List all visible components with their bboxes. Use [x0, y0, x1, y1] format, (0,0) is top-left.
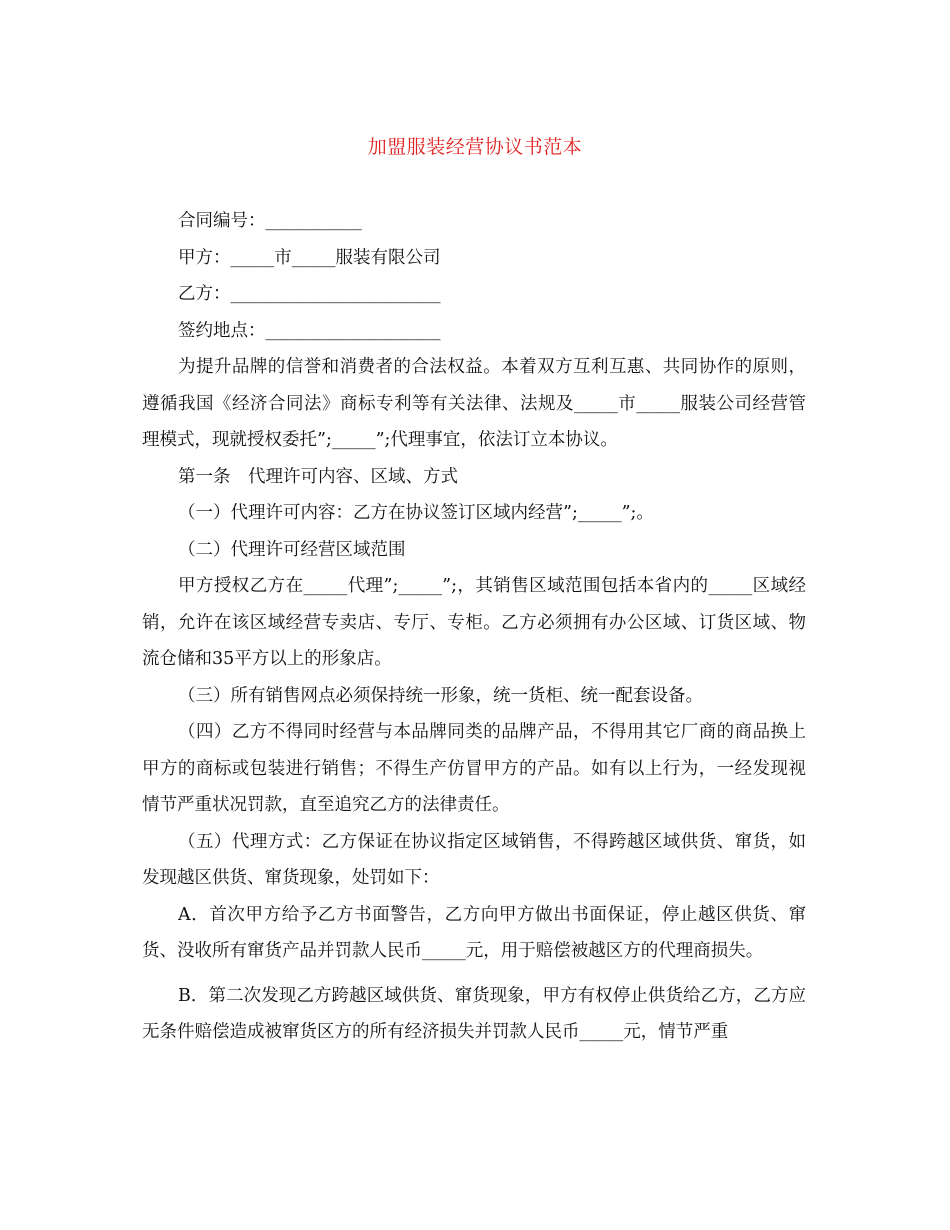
clause-3-paragraph: （三）所有销售网点必须保持统一形象，统一货柜、统一配套设备。: [178, 685, 703, 706]
document-title: 加盟服装经营协议书范本: [367, 136, 583, 158]
clause-2-paragraph: 甲方授权乙方在_____代理”;_____”;，其销售区域范围包括本省内的_____区域经销，允许在该区域经营专卖店、专厅、专柜。乙方必须拥有办公区域、订货区域、物流仓储和35平方以上的形象店。: [142, 576, 806, 669]
document-body: [142, 203, 806, 1051]
contract-number-line: 合同编号：___________: [178, 211, 362, 231]
clause-2-heading: （二）代理许可经营区域范围: [178, 539, 406, 560]
party-b-line: 乙方：________________________: [178, 284, 441, 304]
preamble-paragraph: 为提升品牌的信誉和消费者的合法权益。本着双方互利互惠、共同协作的原则，遵循我国《经济合同法》商标专利等有关法律、法规及_____市_____服装公司经营管理模式，现就授权委托”;_____”;代理事宜，依法订立本协议。: [142, 357, 806, 450]
clause-1-paragraph: （一）代理许可内容：乙方在协议签订区域内经营”;_____”;。: [178, 503, 654, 523]
penalty-a-paragraph: A．首次甲方给予乙方书面警告，乙方向甲方做出书面保证，停止越区供货、窜货、没收所有窜货产品并罚款人民币_____元，用于赔偿被越区方的代理商损失。: [142, 904, 806, 961]
clause-5-paragraph: （五）代理方式：乙方保证在协议指定区域销售，不得跨越区域供货、窜货，如发现越区供货、窜货现象，处罚如下：: [142, 831, 806, 888]
party-a-line: 甲方：_____市_____服装有限公司: [178, 247, 441, 268]
clause-4-paragraph: （四）乙方不得同时经营与本品牌同类的品牌产品，不得用其它厂商的商品换上甲方的商标或包装进行销售；不得生产仿冒甲方的产品。如有以上行为，一经发现视情节严重状况罚款，直至追究乙方的法律责任。: [142, 722, 806, 815]
article-one-heading: 第一条 代理许可内容、区域、方式: [178, 466, 458, 487]
signing-place-line: 签约地点：____________________: [178, 320, 441, 341]
penalty-b-paragraph: B．第二次发现乙方跨越区域供货、窜货现象，甲方有权停止供货给乙方，乙方应无条件赔偿造成被窜货区方的所有经济损失并罚款人民币_____元，情节严重: [142, 985, 806, 1042]
